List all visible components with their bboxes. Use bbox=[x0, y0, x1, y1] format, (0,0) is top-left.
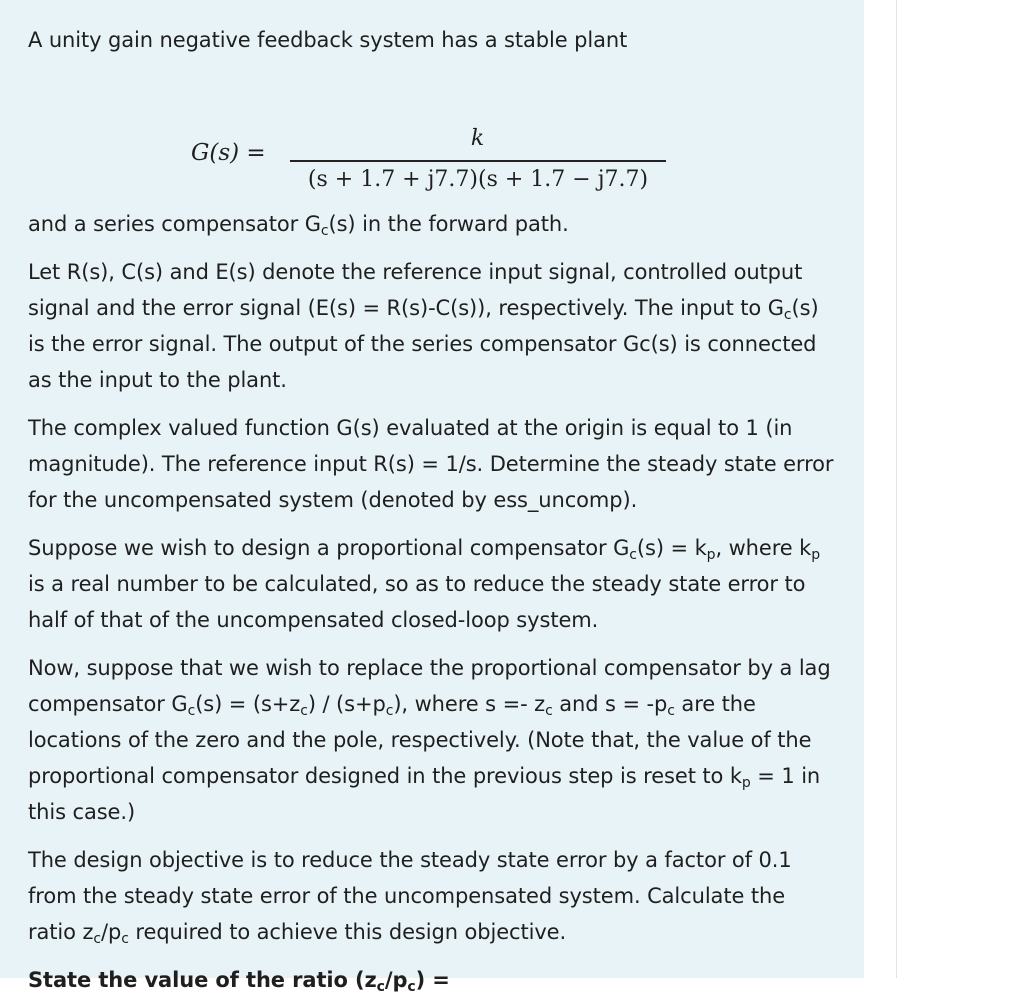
page-divider bbox=[896, 0, 897, 978]
signals-paragraph: Let R(s), C(s) and E(s) denote the reference input signal, controlled output signal and the error signal (E(s) = R(s)-C(s)), respectively. The input to $G_c(s)$ is the error signal. The output of the series compensator Gc(s) is connected as the input to the plant. bbox=[28, 260, 819, 392]
objective-paragraph: The design objective is to reduce the steady state error by a factor of 0.1 from the steady state error of the uncompensated system. Calculate the ratio $z_c/p_c$ required to achieve this design objective. bbox=[28, 848, 792, 947]
equation-numerator: k bbox=[470, 126, 485, 151]
lag-compensator-paragraph: Now, suppose that we wish to replace the proportional compensator by a lag compensator $G_c(s) = (s+z_c) / (s+p_c)$, where $s =- z_c$ and $s = -p_c$ are the locations of the zero and the pole, respectively. (Note that, the value of the proportional compensator designed in the previous step is reset to $k_p = 1$ in this case.) bbox=[28, 656, 831, 824]
equation-lhs: G(s) = bbox=[191, 140, 266, 166]
final-question: State the value of the ratio $(z_c/p_c)$ = bbox=[28, 968, 450, 995]
intro-text: A unity gain negative feedback system has a stable plant bbox=[28, 28, 628, 52]
compensator-sentence: and a series compensator $G_c(s)$ in the forward path. bbox=[28, 212, 569, 239]
transfer-function-equation bbox=[28, 70, 834, 196]
fraction-bar bbox=[290, 160, 666, 162]
equation-denominator: (s + 1.7 + j7.7)(s + 1.7 − j7.7) bbox=[307, 167, 649, 192]
proportional-paragraph: Suppose we wish to design a proportional compensator $G_c(s) = k_p$, where $k_p$ is a real number to be calculated, so as to reduce the steady state error to half of that of the uncompensated closed-loop system. bbox=[28, 536, 821, 632]
origin-paragraph: The complex valued function G(s) evaluated at the origin is equal to 1 (in magnitude). The reference input R(s) = 1/s. Determine the steady state error for the uncompensated system (denoted by ess_uncomp). bbox=[28, 416, 834, 512]
